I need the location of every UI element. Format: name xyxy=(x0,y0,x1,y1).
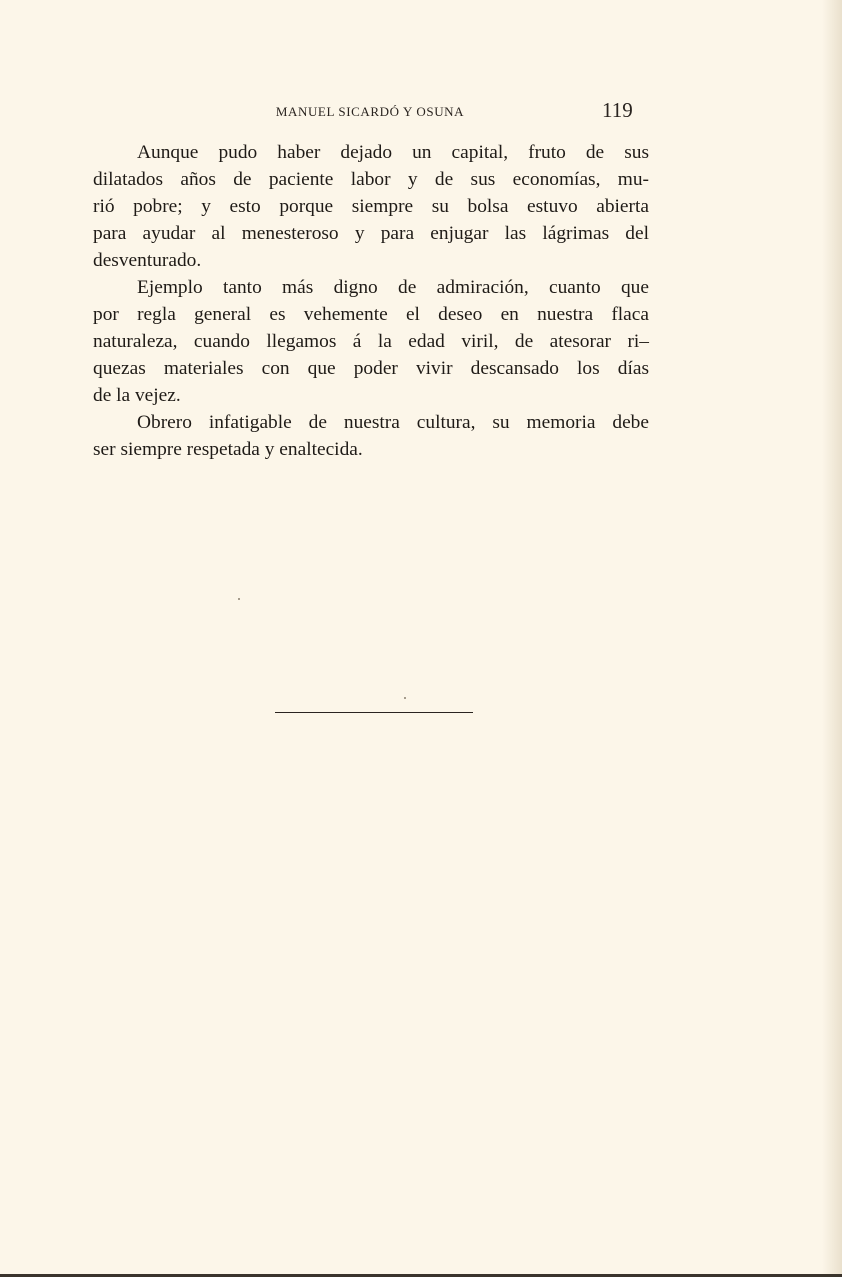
text-line: rió pobre; y esto porque siempre su bolsa estuvo abierta xyxy=(93,196,649,217)
closing-rule xyxy=(275,712,473,713)
text-line: Ejemplo tanto más digno de admiración, cuanto que xyxy=(137,277,649,298)
text-line: de la vejez. xyxy=(93,385,181,406)
body-text xyxy=(93,139,649,463)
paper-speck xyxy=(238,598,240,600)
text-line: para ayudar al menesteroso y para enjugar las lágrimas del xyxy=(93,223,649,244)
paragraph-2 xyxy=(93,274,649,409)
running-title: MANUEL SICARDÓ Y OSUNA xyxy=(275,104,465,119)
running-head xyxy=(0,98,842,124)
page-number: 119 xyxy=(602,98,633,122)
text-line: desventurado. xyxy=(93,250,202,271)
paper-speck xyxy=(404,697,406,699)
text-line: quezas materiales con que poder vivir descansado los días xyxy=(93,358,649,379)
text-line: Obrero infatigable de nuestra cultura, su memoria debe xyxy=(137,412,649,433)
text-line: por regla general es vehemente el deseo en nuestra flaca xyxy=(93,304,649,325)
paragraph-1 xyxy=(93,139,649,274)
text-line: naturaleza, cuando llegamos á la edad viril, de atesorar ri– xyxy=(93,331,649,352)
text-line: dilatados años de paciente labor y de sus economías, mu- xyxy=(93,169,649,190)
page-edge-shadow xyxy=(822,0,842,1277)
paragraph-3 xyxy=(93,409,649,463)
text-line: ser siempre respetada y enaltecida. xyxy=(93,439,363,460)
text-line: Aunque pudo haber dejado un capital, fruto de sus xyxy=(137,142,649,163)
